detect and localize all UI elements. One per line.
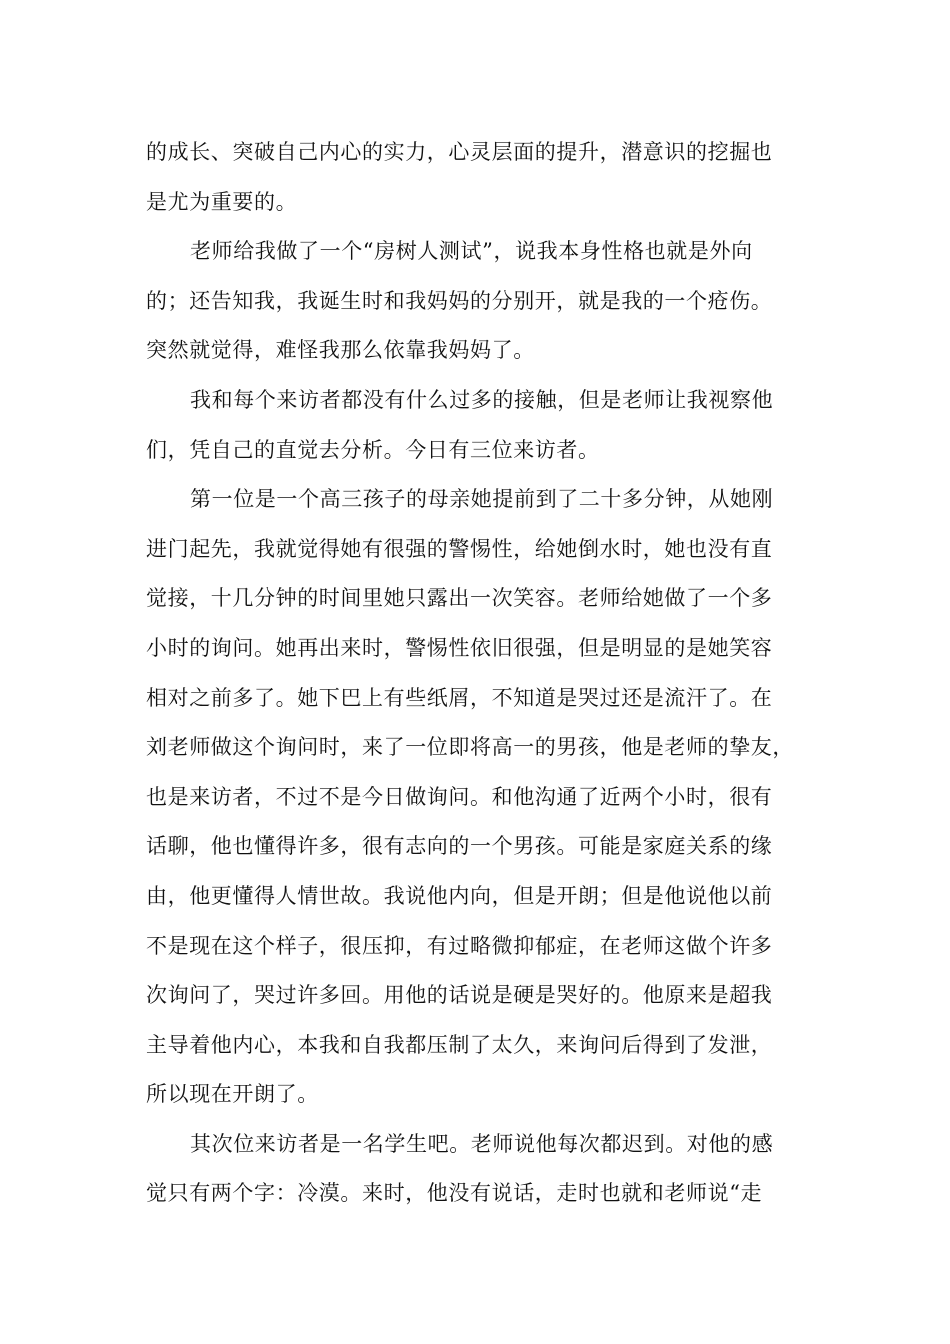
text-line: 小时的询问。她再出来时，警惕性依旧很强，但是明显的是她笑容: [146, 635, 773, 660]
text-line: 老师给我做了一个“房树人测试”，说我本身性格也就是外向: [190, 239, 753, 264]
text-line: 进门起先，我就觉得她有很强的警惕性，给她倒水时，她也没有直: [146, 536, 773, 561]
text-line: 相对之前多了。她下巴上有些纸屑，不知道是哭过还是流汗了。在: [146, 685, 773, 710]
text-line: 第一位是一个高三孩子的母亲她提前到了二十多分钟，从她刚: [190, 487, 774, 512]
text-line: 是尤为重要的。: [146, 189, 298, 214]
text-line: 我和每个来访者都没有什么过多的接触，但是老师让我视察他: [190, 387, 774, 412]
text-line: 次询问了，哭过许多回。用他的话说是硬是哭好的。他原来是超我: [146, 983, 773, 1008]
text-line: 觉接，十几分钟的时间里她只露出一次笑容。老师给她做了一个多: [146, 586, 773, 611]
text-line: 的；还告知我，我诞生时和我妈妈的分别开，就是我的一个疮伤。: [146, 288, 773, 313]
body-text: [146, 128, 826, 1219]
text-line: 其次位来访者是一名学生吧。老师说他每次都迟到。对他的感: [190, 1131, 774, 1156]
text-line: 话聊，他也懂得许多，很有志向的一个男孩。可能是家庭关系的缘: [146, 834, 773, 859]
text-line: 由，他更懂得人情世故。我说他内向，但是开朗；但是他说他以前: [146, 883, 773, 908]
text-line: 不是现在这个样子，很压抑，有过略微抑郁症，在老师这做个许多: [146, 933, 773, 958]
text-line: 觉只有两个字：冷漠。来时，他没有说话，走时也就和老师说“走: [146, 1181, 763, 1206]
text-line: 的成长、突破自己内心的实力，心灵层面的提升，潜意识的挖掘也: [146, 140, 773, 164]
text-line: 也是来访者，不过不是今日做询问。和他沟通了近两个小时，很有: [146, 784, 773, 809]
text-line: 所以现在开朗了。: [146, 1082, 319, 1107]
text-line: 突然就觉得，难怪我那么依靠我妈妈了。: [146, 338, 535, 363]
text-line: 们，凭自己的直觉去分析。今日有三位来访者。: [146, 437, 600, 462]
text-line: 主导着他内心，本我和自我都压制了太久，来询问后得到了发泄，: [146, 1032, 773, 1057]
text-line: 刘老师做这个询问时，来了一位即将高一的男孩，他是老师的挚友，: [146, 735, 794, 760]
